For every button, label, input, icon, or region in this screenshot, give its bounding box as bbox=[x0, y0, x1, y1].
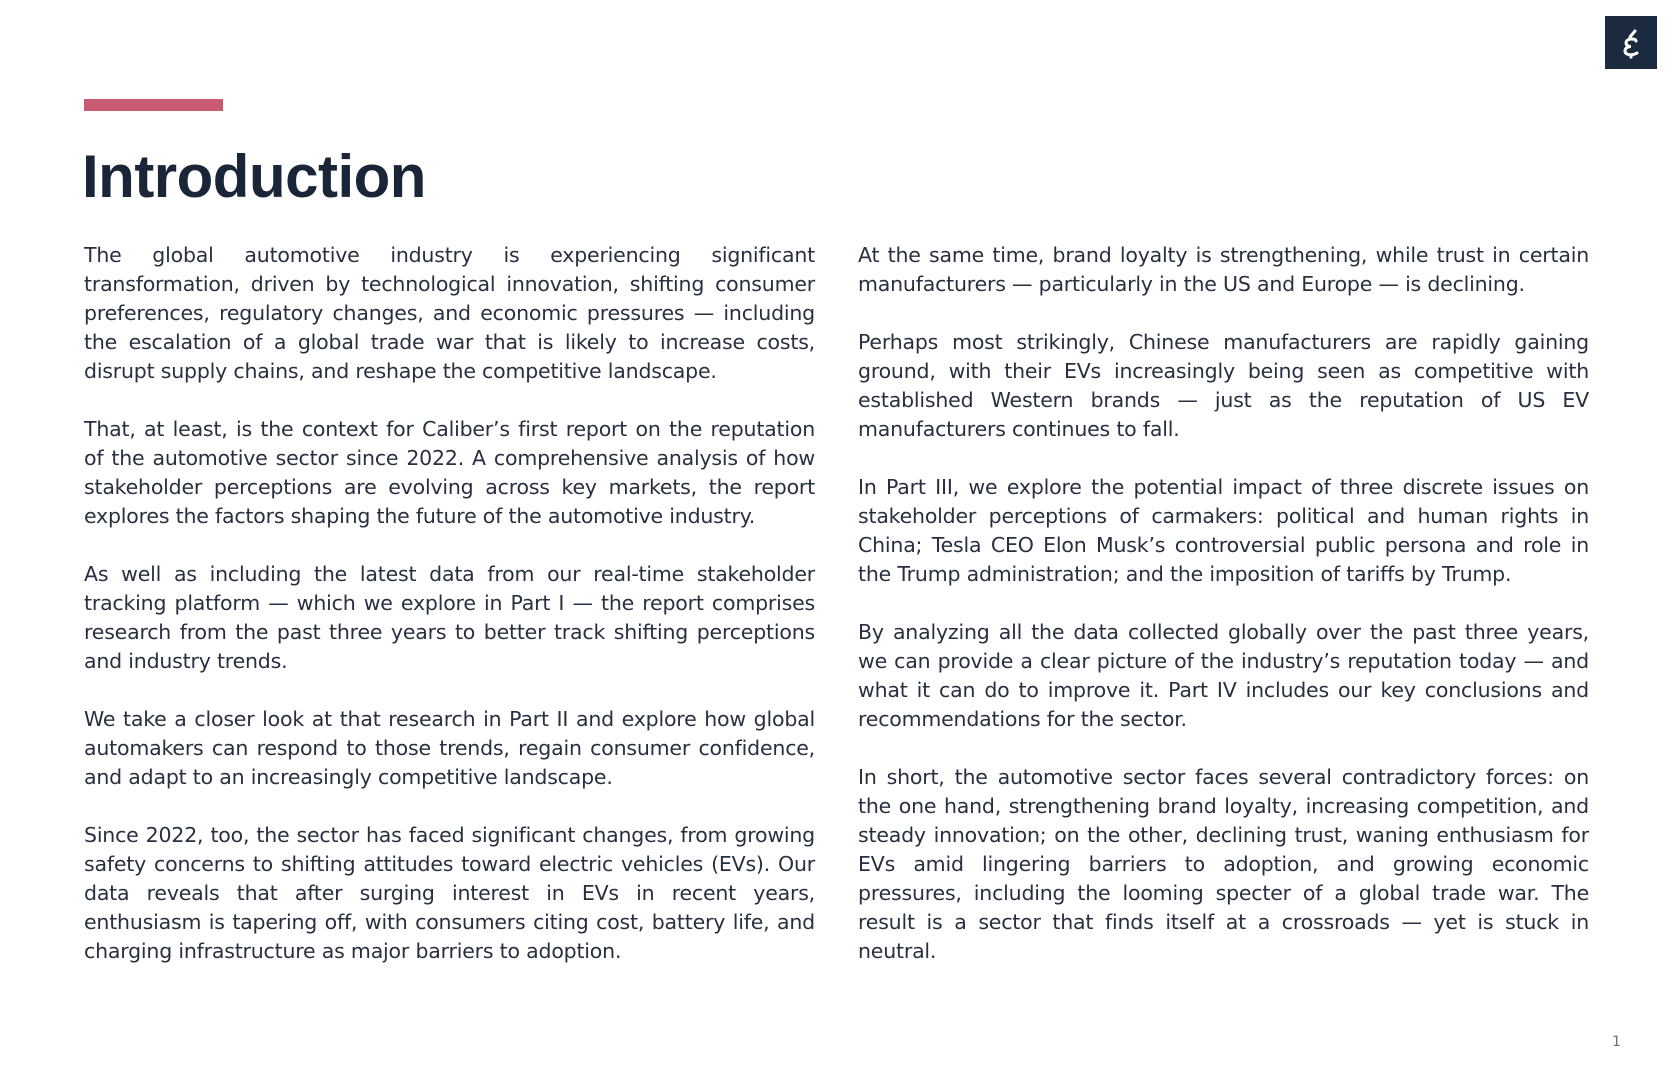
right-column bbox=[858, 241, 1589, 995]
left-column bbox=[84, 241, 815, 995]
paragraph: In Part III, we explore the potential impact of three discrete issues on stakeholder perceptions of carmakers: political and human rights in China; Tesla CEO Elon Musk’s controversial public persona and role in the Trump administration; and the imposition of tariffs by Trump. bbox=[858, 475, 1589, 586]
paragraph: That, at least, is the context for Caliber’s first report on the reputation of the automotive sector since 2022. A comprehensive analysis of how stakeholder perceptions are evolving across key markets, the report explores the factors shaping the future of the automotive industry. bbox=[84, 417, 815, 528]
paragraph: The global automotive industry is experiencing significant transformation, driven by technological innovation, shifting consumer preferences, regulatory changes, and economic pressures — including the escalation of a global trade war that is likely to increase costs, disrupt supply chains, and reshape the competitive landscape. bbox=[84, 243, 815, 383]
brand-logo bbox=[1605, 16, 1657, 69]
page-title: Introduction bbox=[82, 143, 426, 210]
paragraph: In short, the automotive sector faces several contradictory forces: on the one hand, strengthening brand loyalty, increasing competition, and steady innovation; on the other, declining trust, waning enthusiasm for EVs amid lingering barriers to adoption, and growing economic pressures, including the looming specter of a global trade war. The result is a sector that finds itself at a crossroads — yet is stuck in neutral. bbox=[858, 765, 1589, 963]
paragraph: We take a closer look at that research in Part II and explore how global automakers can respond to those trends, regain consumer confidence, and adapt to an increasingly competitive landscape. bbox=[84, 707, 815, 789]
accent-bar bbox=[84, 99, 223, 111]
paragraph: At the same time, brand loyalty is strengthening, while trust in certain manufacturers — particularly in the US and Europe — is declining. bbox=[858, 243, 1589, 296]
paragraph: As well as including the latest data from our real-time stakeholder tracking platform — which we explore in Part I — the report comprises research from the past three years to better track shifting perceptions and industry trends. bbox=[84, 562, 815, 673]
paragraph: By analyzing all the data collected globally over the past three years, we can provide a clear picture of the industry’s reputation today — and what it can do to improve it. Part IV includes our key conclusions and recommendations for the sector. bbox=[858, 620, 1589, 731]
caliber-logo-icon bbox=[1618, 26, 1644, 60]
page-number: 1 bbox=[1612, 1034, 1621, 1050]
paragraph: Perhaps most strikingly, Chinese manufacturers are rapidly gaining ground, with their EVs increasingly being seen as competitive with established Western brands — just as the reputation of US EV manufacturers continues to fall. bbox=[858, 330, 1589, 441]
paragraph: Since 2022, too, the sector has faced significant changes, from growing safety concerns to shifting attitudes toward electric vehicles (EVs). Our data reveals that after surging interest in EVs in recent years, enthusiasm is tapering off, with consumers citing cost, battery life, and charging infrastructure as major barriers to adoption. bbox=[84, 823, 815, 963]
